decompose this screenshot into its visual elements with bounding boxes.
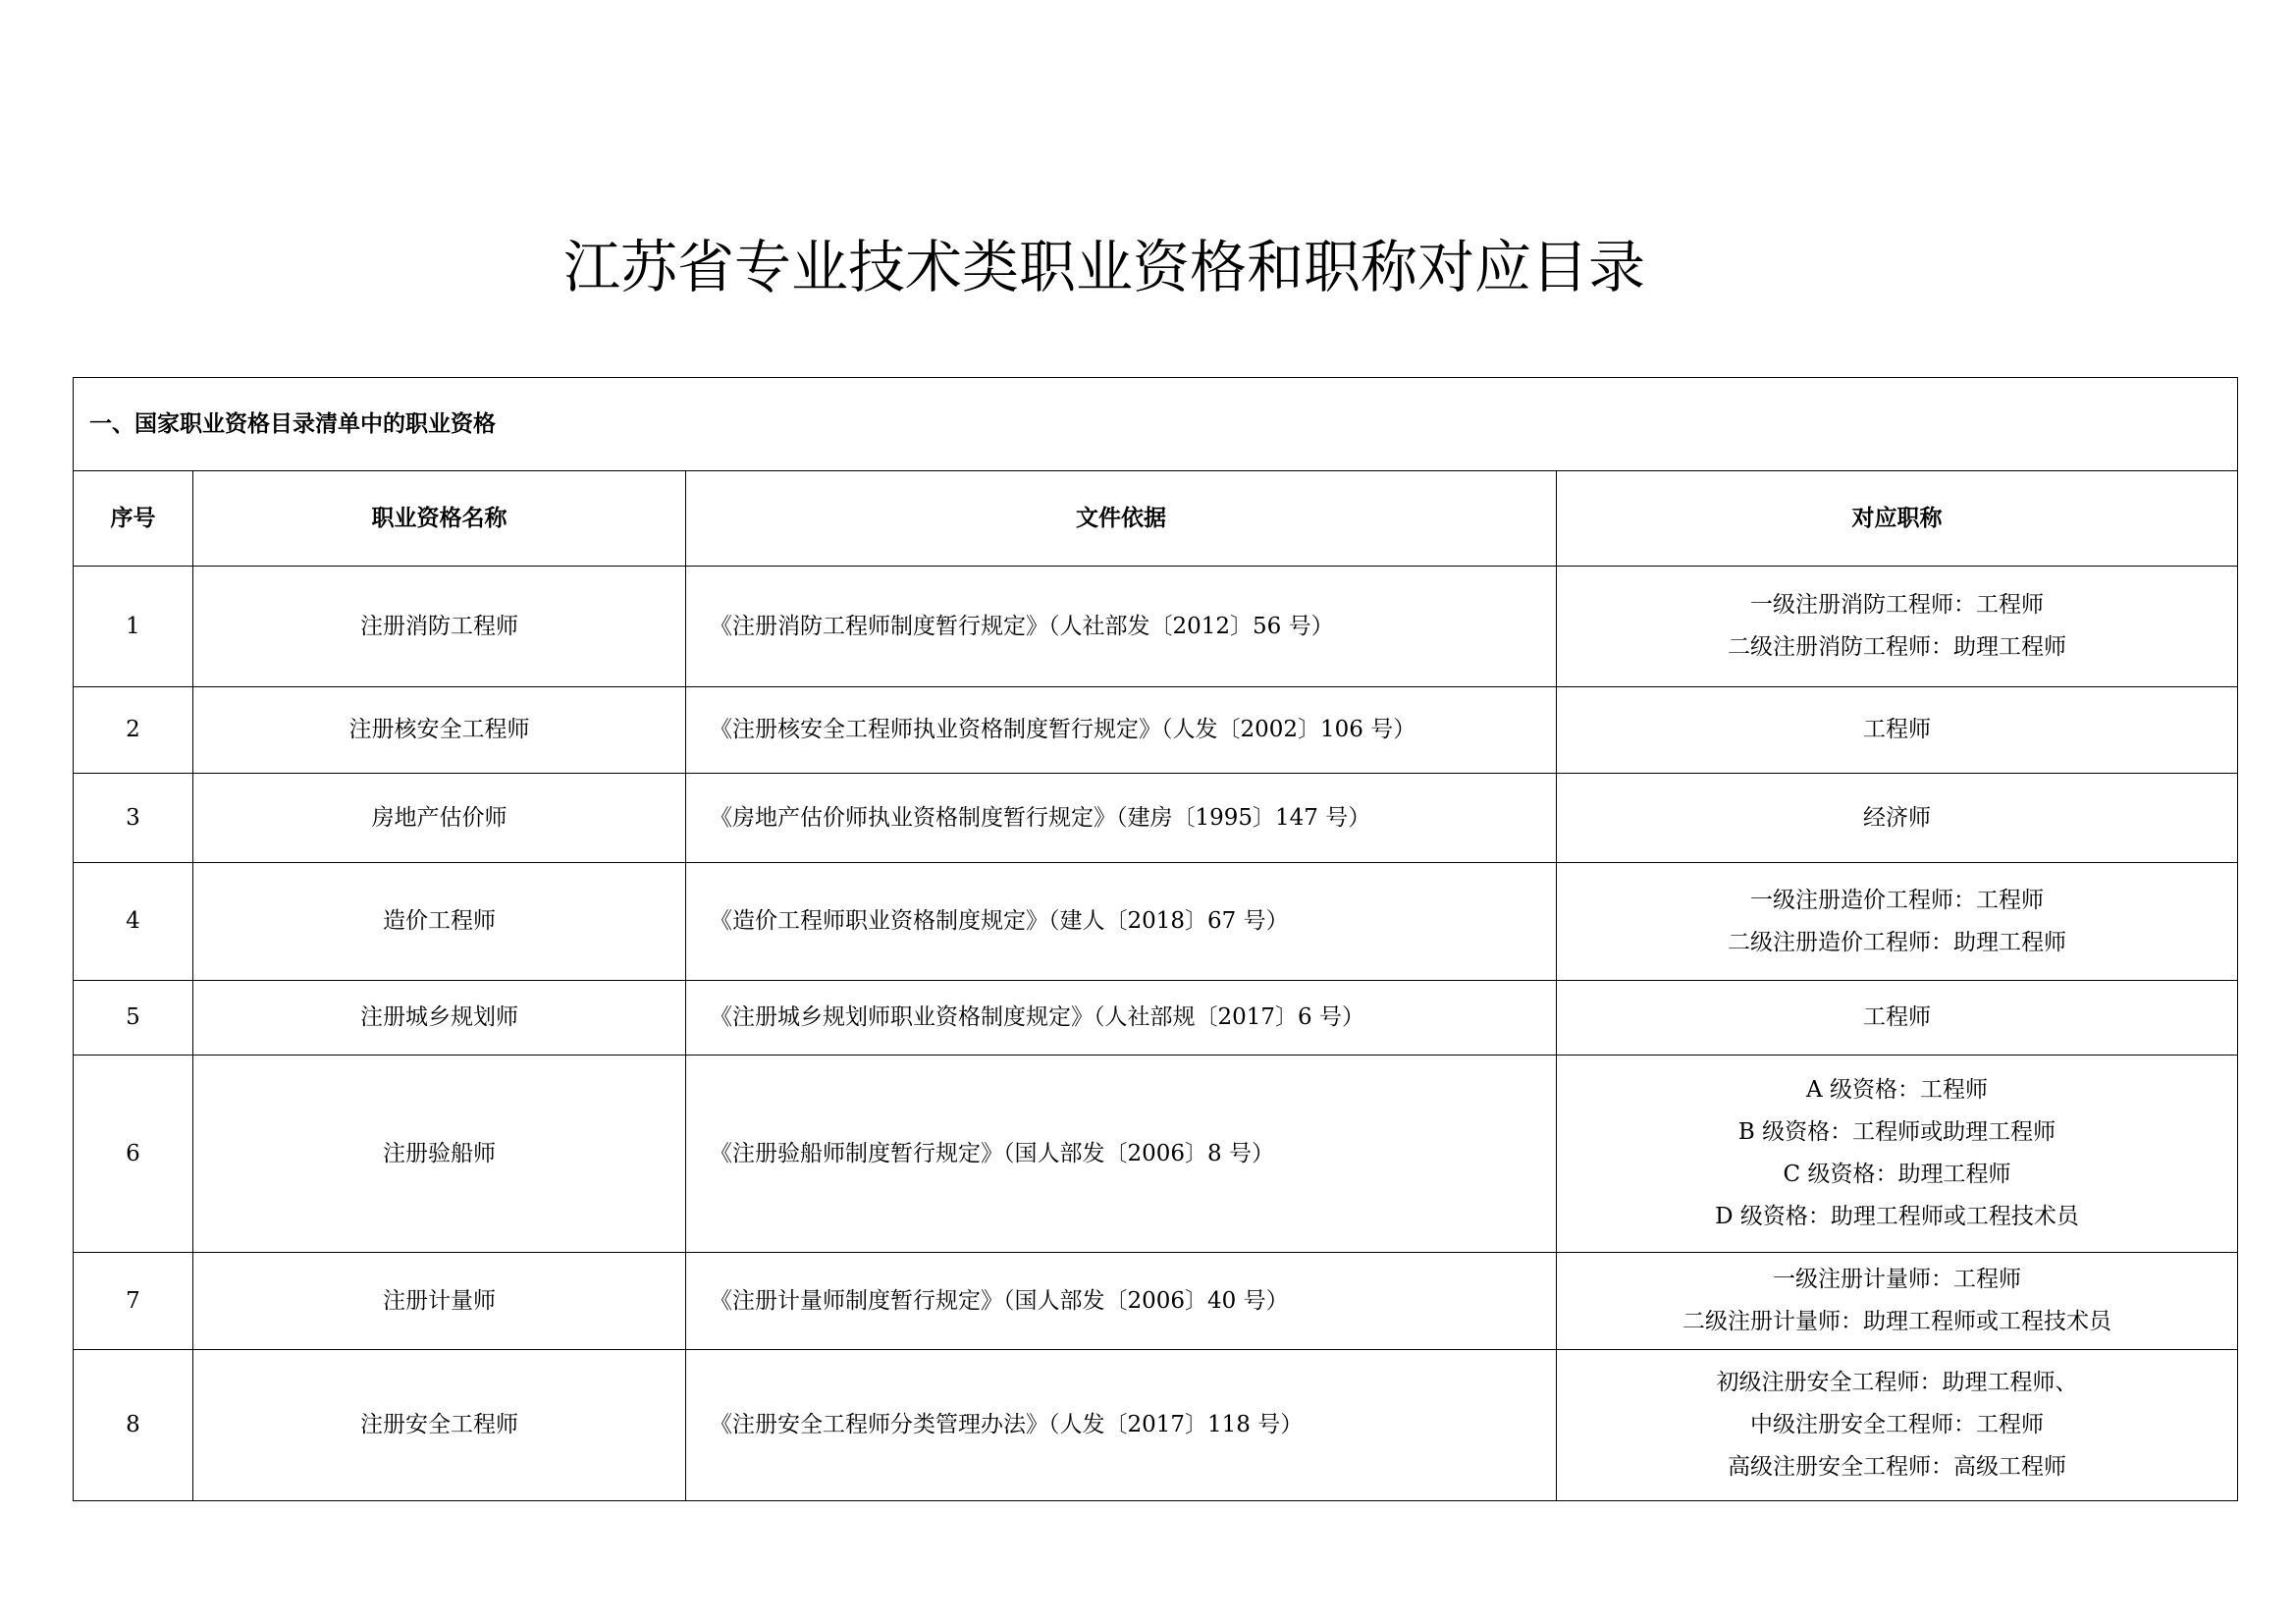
title-line: 二级注册消防工程师：助理工程师 xyxy=(1728,634,2066,660)
row-basis: 《注册计量师制度暂行规定》（国人部发〔2006〕40 号） xyxy=(686,1253,1557,1350)
row-name: 注册核安全工程师 xyxy=(193,687,686,774)
row-name: 造价工程师 xyxy=(193,863,686,981)
title-line: 二级注册造价工程师：助理工程师 xyxy=(1728,929,2066,955)
row-no: 2 xyxy=(74,687,193,774)
row-name: 注册验船师 xyxy=(193,1056,686,1253)
table-row xyxy=(74,567,2238,687)
row-basis: 《注册安全工程师分类管理办法》（人发〔2017〕118 号） xyxy=(686,1350,1557,1501)
title-line: 中级注册安全工程师：工程师 xyxy=(1750,1412,2044,1437)
title-line: A 级资格：工程师 xyxy=(1806,1077,1988,1103)
title-line: 工程师 xyxy=(1863,1004,1931,1030)
row-name: 注册计量师 xyxy=(193,1253,686,1350)
header-no: 序号 xyxy=(74,471,193,567)
row-name: 注册安全工程师 xyxy=(193,1350,686,1501)
row-no: 1 xyxy=(74,567,193,687)
row-titles xyxy=(1557,567,2238,687)
row-basis: 《注册验船师制度暂行规定》（国人部发〔2006〕8 号） xyxy=(686,1056,1557,1253)
header-row xyxy=(74,471,2238,567)
document-title: 江苏省专业技术类职业资格和职称对应目录 xyxy=(562,234,1645,300)
title-line: 一级注册消防工程师：工程师 xyxy=(1750,592,2044,618)
header-title: 对应职称 xyxy=(1557,471,2238,567)
row-titles xyxy=(1557,774,2238,863)
row-titles xyxy=(1557,863,2238,981)
row-no: 8 xyxy=(74,1350,193,1501)
title-line: C 级资格：助理工程师 xyxy=(1783,1162,2011,1187)
table-row xyxy=(74,863,2238,981)
row-no: 5 xyxy=(74,981,193,1056)
row-titles xyxy=(1557,687,2238,774)
table-row xyxy=(74,981,2238,1056)
row-titles xyxy=(1557,1253,2238,1350)
title-line: 一级注册计量师：工程师 xyxy=(1773,1267,2021,1292)
row-titles xyxy=(1557,981,2238,1056)
row-name: 房地产估价师 xyxy=(193,774,686,863)
row-basis: 《注册城乡规划师职业资格制度规定》（人社部规〔2017〕6 号） xyxy=(686,981,1557,1056)
title-line: 经济师 xyxy=(1863,804,1931,831)
row-no: 7 xyxy=(74,1253,193,1350)
header-name: 职业资格名称 xyxy=(193,471,686,567)
title-line: 一级注册造价工程师：工程师 xyxy=(1750,887,2044,913)
table-row xyxy=(74,1056,2238,1253)
table-row xyxy=(74,774,2238,863)
title-line: 初级注册安全工程师：助理工程师、 xyxy=(1716,1370,2078,1395)
table-row xyxy=(74,1253,2238,1350)
row-titles xyxy=(1557,1056,2238,1253)
section-row xyxy=(74,378,2238,471)
qualification-table xyxy=(73,377,2238,1501)
row-name: 注册消防工程师 xyxy=(193,567,686,687)
title-line: B 级资格：工程师或助理工程师 xyxy=(1737,1119,2056,1145)
row-basis: 《注册核安全工程师执业资格制度暂行规定》（人发〔2002〕106 号） xyxy=(686,687,1557,774)
row-basis: 《房地产估价师执业资格制度暂行规定》（建房〔1995〕147 号） xyxy=(686,774,1557,863)
title-line: 高级注册安全工程师：高级工程师 xyxy=(1728,1454,2066,1480)
title-line: D 级资格：助理工程师或工程技术员 xyxy=(1715,1204,2079,1229)
row-no: 4 xyxy=(74,863,193,981)
row-no: 6 xyxy=(74,1056,193,1253)
table-row xyxy=(74,1350,2238,1501)
row-no: 3 xyxy=(74,774,193,863)
row-name: 注册城乡规划师 xyxy=(193,981,686,1056)
header-basis: 文件依据 xyxy=(686,471,1557,567)
row-basis: 《造价工程师职业资格制度规定》（建人〔2018〕67 号） xyxy=(686,863,1557,981)
row-basis: 《注册消防工程师制度暂行规定》（人社部发〔2012〕56 号） xyxy=(686,567,1557,687)
title-line: 工程师 xyxy=(1863,717,1931,742)
title-line: 二级注册计量师：助理工程师或工程技术员 xyxy=(1682,1309,2111,1334)
row-titles xyxy=(1557,1350,2238,1501)
table-row xyxy=(74,687,2238,774)
section-heading: 一、国家职业资格目录清单中的职业资格 xyxy=(74,378,2238,471)
